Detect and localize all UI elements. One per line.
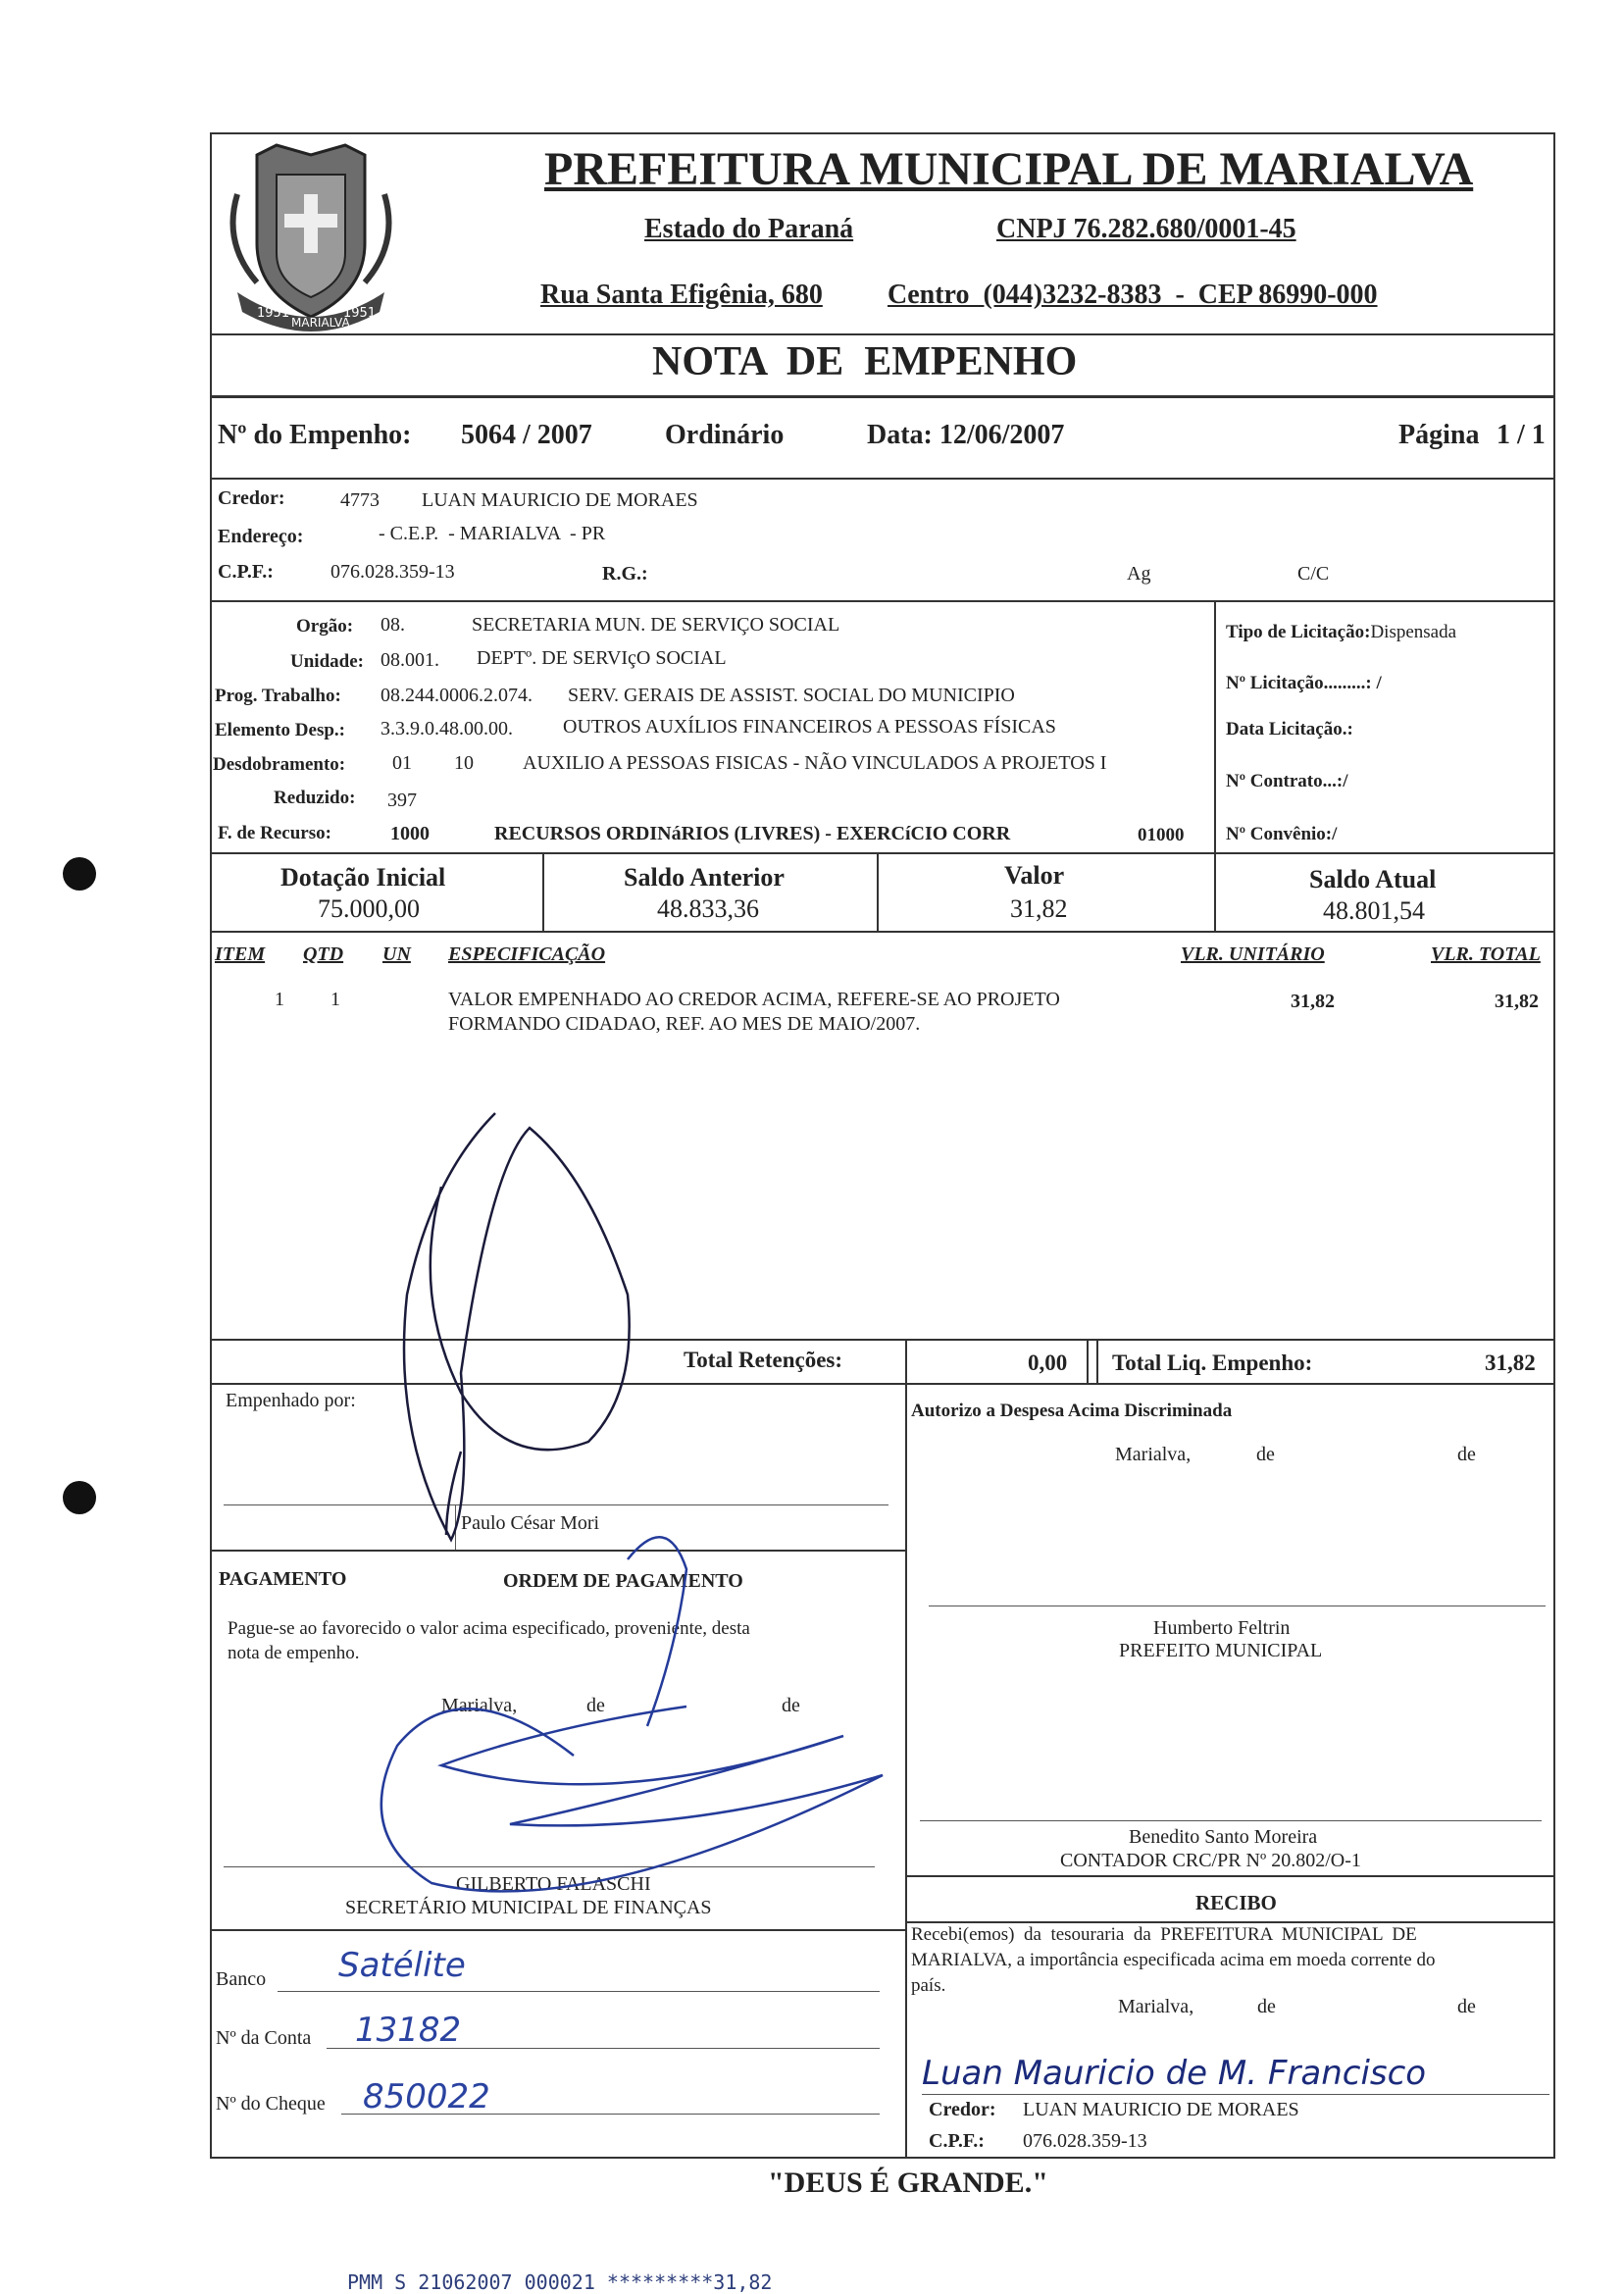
credor-code: 4773 <box>340 489 380 511</box>
empenhado-name: Paulo César Mori <box>461 1512 600 1534</box>
licitacao-contrato: Nº Contrato...:/ <box>1226 771 1348 791</box>
motto: "DEUS É GRANDE." <box>768 2167 1048 2199</box>
contador-role: CONTADOR CRC/PR Nº 20.802/O-1 <box>1060 1850 1361 1871</box>
pagamento-label: PAGAMENTO <box>219 1568 347 1590</box>
licitacao-tipo-value: Dispensada <box>1370 622 1457 642</box>
secretario-name: GILBERTO FALASCHI <box>456 1873 651 1895</box>
svg-text:1951: 1951 <box>343 306 377 321</box>
liq-value: 31,82 <box>1485 1351 1536 1375</box>
orgao-name: SECRETARIA MUN. DE SERVIÇO SOCIAL <box>472 614 840 636</box>
recibo-de1: de <box>1257 1996 1276 2017</box>
item-total: 31,82 <box>1495 991 1539 1012</box>
empenho-date: Data: 12/06/2007 <box>867 420 1065 450</box>
conta-value: 13182 <box>355 2011 462 2050</box>
page-number: 1 / 1 <box>1497 420 1546 450</box>
licitacao-numero: Nº Licitação.........: / <box>1226 673 1382 693</box>
dotacao-value: 75.000,00 <box>318 894 420 923</box>
unidade-name: DEPTº. DE SERVIçO SOCIAL <box>477 647 727 669</box>
empenho-number: 5064 / 2007 <box>461 420 592 450</box>
recibo-cpf-label: C.P.F.: <box>929 2130 985 2152</box>
svg-text:MARIALVA: MARIALVA <box>291 316 350 330</box>
credor-label: Credor: <box>218 487 285 509</box>
prog-code: 08.244.0006.2.074. <box>381 685 533 706</box>
valor-label: Valor <box>1004 861 1065 890</box>
banco-value: Satélite <box>338 1946 466 1985</box>
licitacao-tipo-label: Tipo de Licitação: <box>1226 622 1371 642</box>
ordem-label: ORDEM DE PAGAMENTO <box>503 1570 743 1592</box>
retencoes-value: 0,00 <box>1028 1351 1068 1375</box>
desd-name: AUXILIO A PESSOAS FISICAS - NÃO VINCULADOS A PROJETOS I <box>523 752 1107 774</box>
recibo-line1: Recebi(emos) da tesouraria da PREFEITURA MUNICIPAL DE <box>911 1924 1417 1945</box>
recibo-de2: de <box>1457 1996 1476 2017</box>
page-label: Página <box>1398 420 1480 450</box>
prefeito-role: PREFEITO MUNICIPAL <box>1119 1640 1323 1661</box>
atual-label: Saldo Atual <box>1309 865 1437 893</box>
header-cnpj: CNPJ 76.282.680/0001-45 <box>996 214 1296 244</box>
secretario-role: SECRETÁRIO MUNICIPAL DE FINANÇAS <box>345 1897 712 1918</box>
reduzido-label: Reduzido: <box>274 788 356 808</box>
item-number: 1 <box>275 989 284 1010</box>
col-unit: VLR. UNITÁRIO <box>1181 943 1325 965</box>
validation-stamp: PMM S 21062007 000021 *********31,82 <box>347 2270 773 2294</box>
recibo-line2: MARIALVA, a importância especificada acima em moeda corrente do <box>911 1950 1436 1970</box>
pagamento-de2: de <box>782 1695 800 1716</box>
unidade-code: 08.001. <box>381 649 439 671</box>
retencoes-label: Total Retenções: <box>684 1348 843 1372</box>
autorizo-de2: de <box>1457 1444 1476 1465</box>
desd-b: 10 <box>454 752 474 774</box>
item-unit: 31,82 <box>1291 991 1335 1012</box>
anterior-label: Saldo Anterior <box>624 863 785 892</box>
pagamento-city: Marialva, <box>441 1695 518 1716</box>
item-qtd: 1 <box>330 989 340 1010</box>
autorizo-label: Autorizo a Despesa Acima Discriminada <box>911 1401 1233 1421</box>
conta-label: Nº da Conta <box>216 2027 312 2049</box>
empenho-type: Ordinário <box>665 420 785 450</box>
recurso-label: F. de Recurso: <box>218 823 331 843</box>
recibo-line3: país. <box>911 1975 946 1996</box>
autorizo-city: Marialva, <box>1115 1444 1192 1465</box>
elem-label: Elemento Desp.: <box>215 720 345 740</box>
header-state: Estado do Paraná <box>644 214 854 244</box>
recurso-code2: 01000 <box>1138 825 1185 845</box>
credor-name: LUAN MAURICIO DE MORAES <box>422 489 698 511</box>
prefeito-name: Humberto Feltrin <box>1153 1617 1291 1639</box>
rg-label: R.G.: <box>602 563 648 585</box>
desd-a: 01 <box>392 752 412 774</box>
cc-label: C/C <box>1297 563 1330 585</box>
recibo-credor-label: Credor: <box>929 2099 996 2120</box>
cheque-label: Nº do Cheque <box>216 2093 326 2115</box>
atual-value: 48.801,54 <box>1323 896 1425 925</box>
recurso-name: RECURSOS ORDINáRIOS (LIVRES) - EXERCíCIO CORR <box>494 823 1011 844</box>
empenhado-label: Empenhado por: <box>226 1390 356 1411</box>
endereco-value: - C.E.P. - MARIALVA - PR <box>379 523 606 544</box>
autorizo-de1: de <box>1256 1444 1275 1465</box>
elem-code: 3.3.9.0.48.00.00. <box>381 718 513 739</box>
licitacao-data: Data Licitação.: <box>1226 719 1353 739</box>
anterior-value: 48.833,36 <box>657 894 759 923</box>
prog-label: Prog. Trabalho: <box>215 686 341 706</box>
pagamento-text2: nota de empenho. <box>228 1643 360 1663</box>
banco-label: Banco <box>216 1968 267 1990</box>
header-street: Rua Santa Efigênia, 680 <box>540 280 823 310</box>
orgao-label: Orgão: <box>296 616 354 637</box>
cpf-value: 076.028.359-13 <box>330 561 455 583</box>
unidade-label: Unidade: <box>290 651 364 672</box>
item-desc-line2: FORMANDO CIDADAO, REF. AO MES DE MAIO/2007. <box>448 1013 921 1035</box>
dotacao-label: Dotação Inicial <box>280 863 446 892</box>
pagamento-text1: Pague-se ao favorecido o valor acima especificado, proveniente, desta <box>228 1618 750 1639</box>
contador-name: Benedito Santo Moreira <box>1129 1826 1318 1848</box>
recibo-signature: Luan Mauricio de M. Francisco <box>922 2054 1427 2093</box>
prog-name: SERV. GERAIS DE ASSIST. SOCIAL DO MUNICIPIO <box>568 685 1015 706</box>
header-title: PREFEITURA MUNICIPAL DE MARIALVA <box>544 143 1474 195</box>
cpf-label: C.P.F.: <box>218 561 274 583</box>
desd-label: Desdobramento: <box>213 754 346 775</box>
ag-label: Ag <box>1127 563 1151 585</box>
recibo-credor-name: LUAN MAURICIO DE MORAES <box>1023 2099 1299 2120</box>
col-item: ITEM <box>215 943 266 965</box>
orgao-code: 08. <box>381 614 405 636</box>
elem-name: OUTROS AUXÍLIOS FINANCEIROS A PESSOAS FÍSICAS <box>563 716 1056 738</box>
empenho-label: Nº do Empenho: <box>218 420 412 450</box>
svg-text:1951: 1951 <box>257 306 290 321</box>
recibo-title: RECIBO <box>1195 1891 1277 1914</box>
col-espec: ESPECIFICAÇÃO <box>448 943 606 965</box>
licitacao-convenio: Nº Convênio:/ <box>1226 824 1338 844</box>
endereco-label: Endereço: <box>218 526 304 547</box>
col-total: VLR. TOTAL <box>1431 943 1541 965</box>
recurso-code: 1000 <box>390 823 430 844</box>
recibo-city: Marialva, <box>1118 1996 1194 2017</box>
item-desc-line1: VALOR EMPENHADO AO CREDOR ACIMA, REFERE-SE AO PROJETO <box>448 989 1060 1010</box>
liq-label: Total Liq. Empenho: <box>1112 1351 1313 1375</box>
doc-title: NOTA DE EMPENHO <box>652 339 1078 384</box>
col-qtd: QTD <box>303 943 344 965</box>
reduzido-value: 397 <box>387 790 417 811</box>
recibo-cpf-value: 076.028.359-13 <box>1023 2130 1147 2152</box>
col-un: UN <box>382 943 411 965</box>
header-address: Centro (044)3232-8383 - CEP 86990-000 <box>888 280 1378 310</box>
valor-value: 31,82 <box>1010 894 1068 923</box>
pagamento-de1: de <box>586 1695 605 1716</box>
cheque-value: 850022 <box>363 2077 490 2116</box>
